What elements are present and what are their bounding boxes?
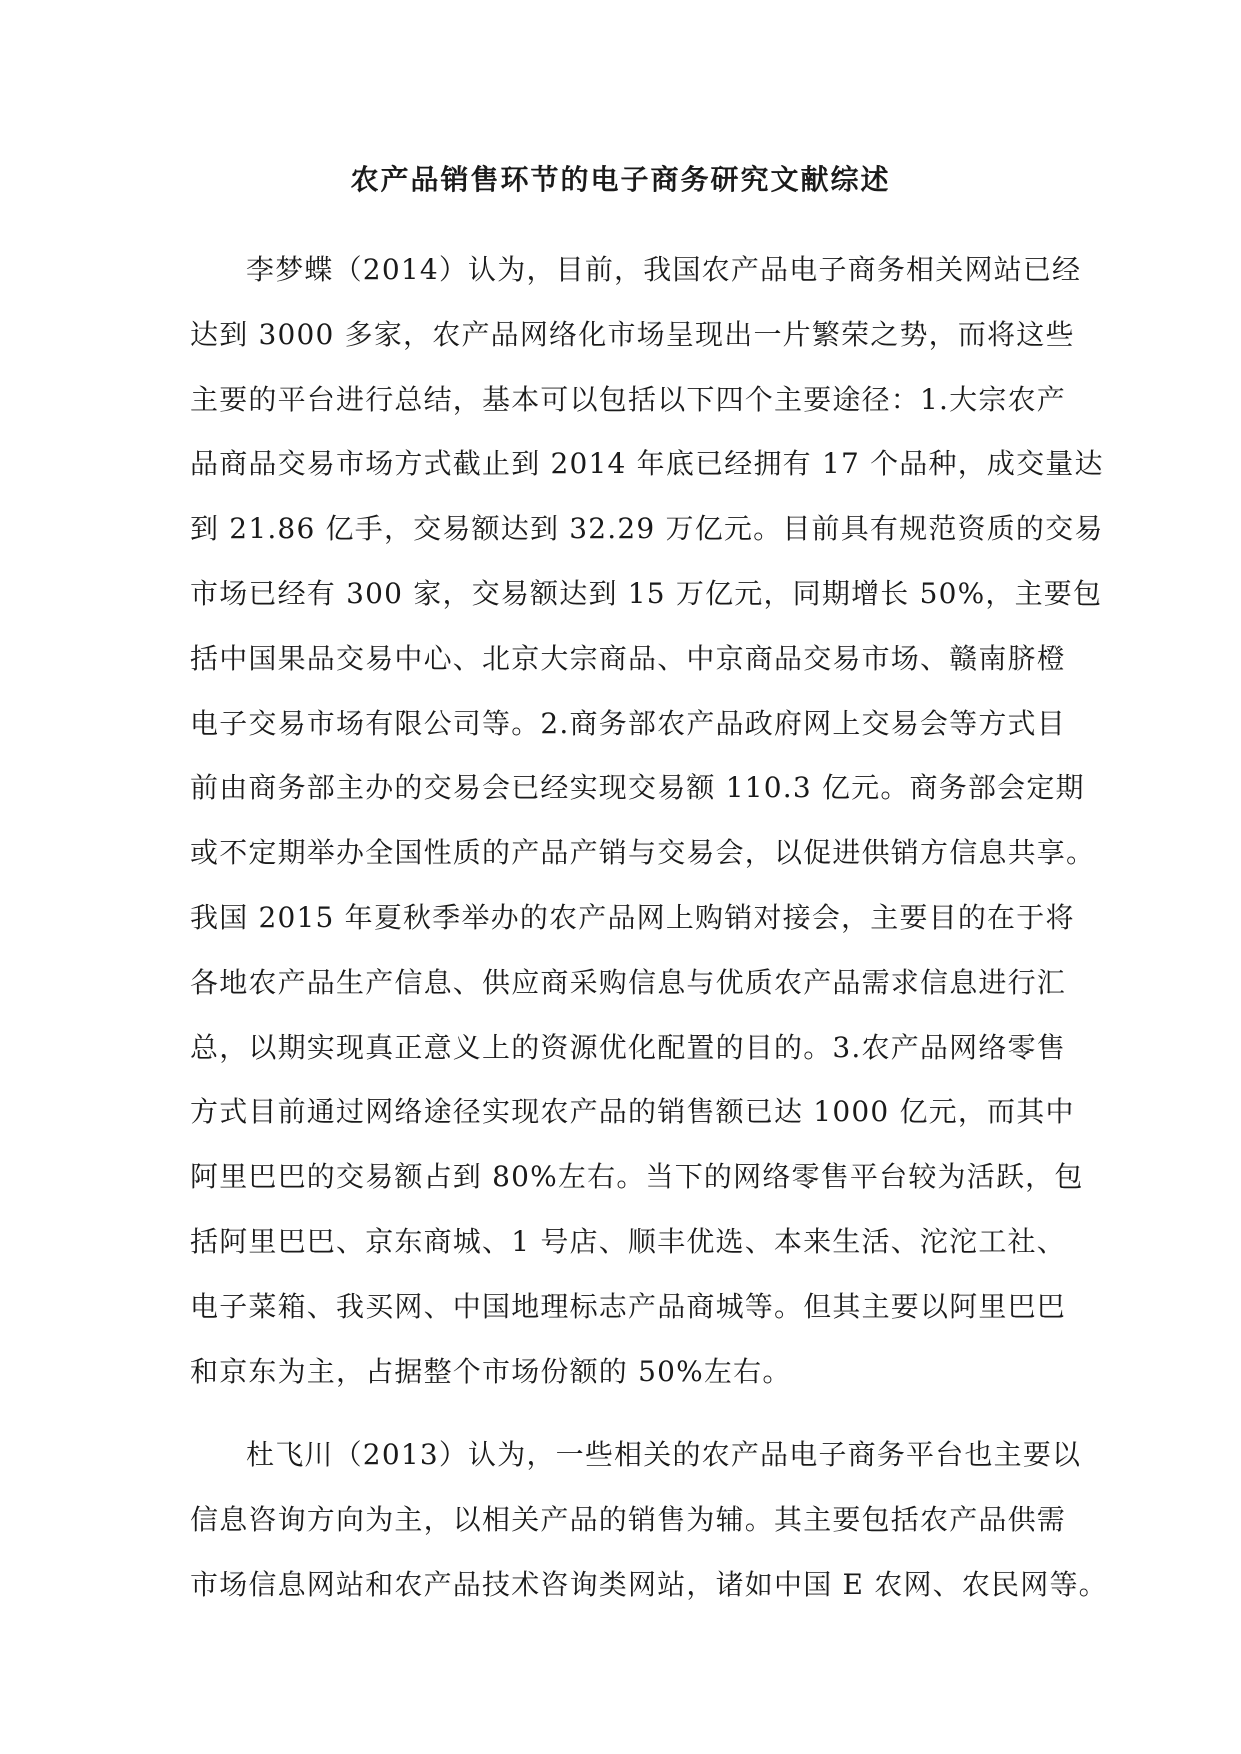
paragraph-line: 括中国果品交易中心、北京大宗商品、中京商品交易市场、赣南脐橙 xyxy=(190,641,1067,675)
paragraph-line: 和京东为主，占据整个市场份额的 50%左右。 xyxy=(190,1354,792,1388)
paragraph-line: 杜飞川（2013）认为，一些相关的农产品电子商务平台也主要以 xyxy=(246,1438,1082,1471)
paragraph-line: 电子交易市场有限公司等。2.商务部农产品政府网上交易会等方式目 xyxy=(190,706,1066,740)
paragraph-line: 电子菜箱、我买网、中国地理标志产品商城等。但其主要以阿里巴巴 xyxy=(190,1289,1067,1323)
paragraph-line: 李梦蝶（2014）认为，目前，我国农产品电子商务相关网站已经 xyxy=(246,253,1082,286)
paragraph-line: 市场已经有 300 家，交易额达到 15 万亿元，同期增长 50%，主要包 xyxy=(190,576,1103,610)
paragraph-line: 主要的平台进行总结，基本可以包括以下四个主要途径：1.大宗农产 xyxy=(190,382,1066,416)
paragraph-line: 或不定期举办全国性质的产品产销与交易会，以促进供销方信息共享。 xyxy=(190,836,1096,870)
paragraph-line: 我国 2015 年夏秋季举办的农产品网上购销对接会，主要目的在于将 xyxy=(190,900,1075,934)
paragraph-du-feichuan xyxy=(190,1423,1108,1617)
paragraph-line: 到 21.86 亿手，交易额达到 32.29 万亿元。目前具有规范资质的交易 xyxy=(190,512,1104,546)
paragraph-line: 总，以期实现真正意义上的资源优化配置的目的。3.农产品网络零售 xyxy=(190,1030,1066,1064)
paragraph-li-mengdie xyxy=(190,238,1104,1404)
paragraph-line: 阿里巴巴的交易额占到 80%左右。当下的网络零售平台较为活跃，包 xyxy=(190,1160,1084,1194)
paragraph-line: 方式目前通过网络途径实现农产品的销售额已达 1000 亿元，而其中 xyxy=(190,1095,1075,1129)
paragraph-line: 信息咨询方向为主，以相关产品的销售为辅。其主要包括农产品供需 xyxy=(190,1502,1067,1536)
paragraph-line: 达到 3000 多家，农产品网络化市场呈现出一片繁荣之势，而将这些 xyxy=(190,317,1075,351)
paragraph-line: 市场信息网站和农产品技术咨询类网站，诸如中国 E 农网、农民网等。 xyxy=(190,1567,1108,1601)
paragraph-line: 品商品交易市场方式截止到 2014 年底已经拥有 17 个品种，成交量达 xyxy=(190,447,1104,481)
paragraph-line: 各地农产品生产信息、供应商采购信息与优质农产品需求信息进行汇 xyxy=(190,965,1067,999)
document-title: 农产品销售环节的电子商务研究文献综述 xyxy=(350,163,891,196)
paragraph-line: 括阿里巴巴、京东商城、1 号店、顺丰优选、本来生活、沱沱工社、 xyxy=(190,1224,1066,1258)
paragraph-line: 前由商务部主办的交易会已经实现交易额 110.3 亿元。商务部会定期 xyxy=(190,771,1085,805)
